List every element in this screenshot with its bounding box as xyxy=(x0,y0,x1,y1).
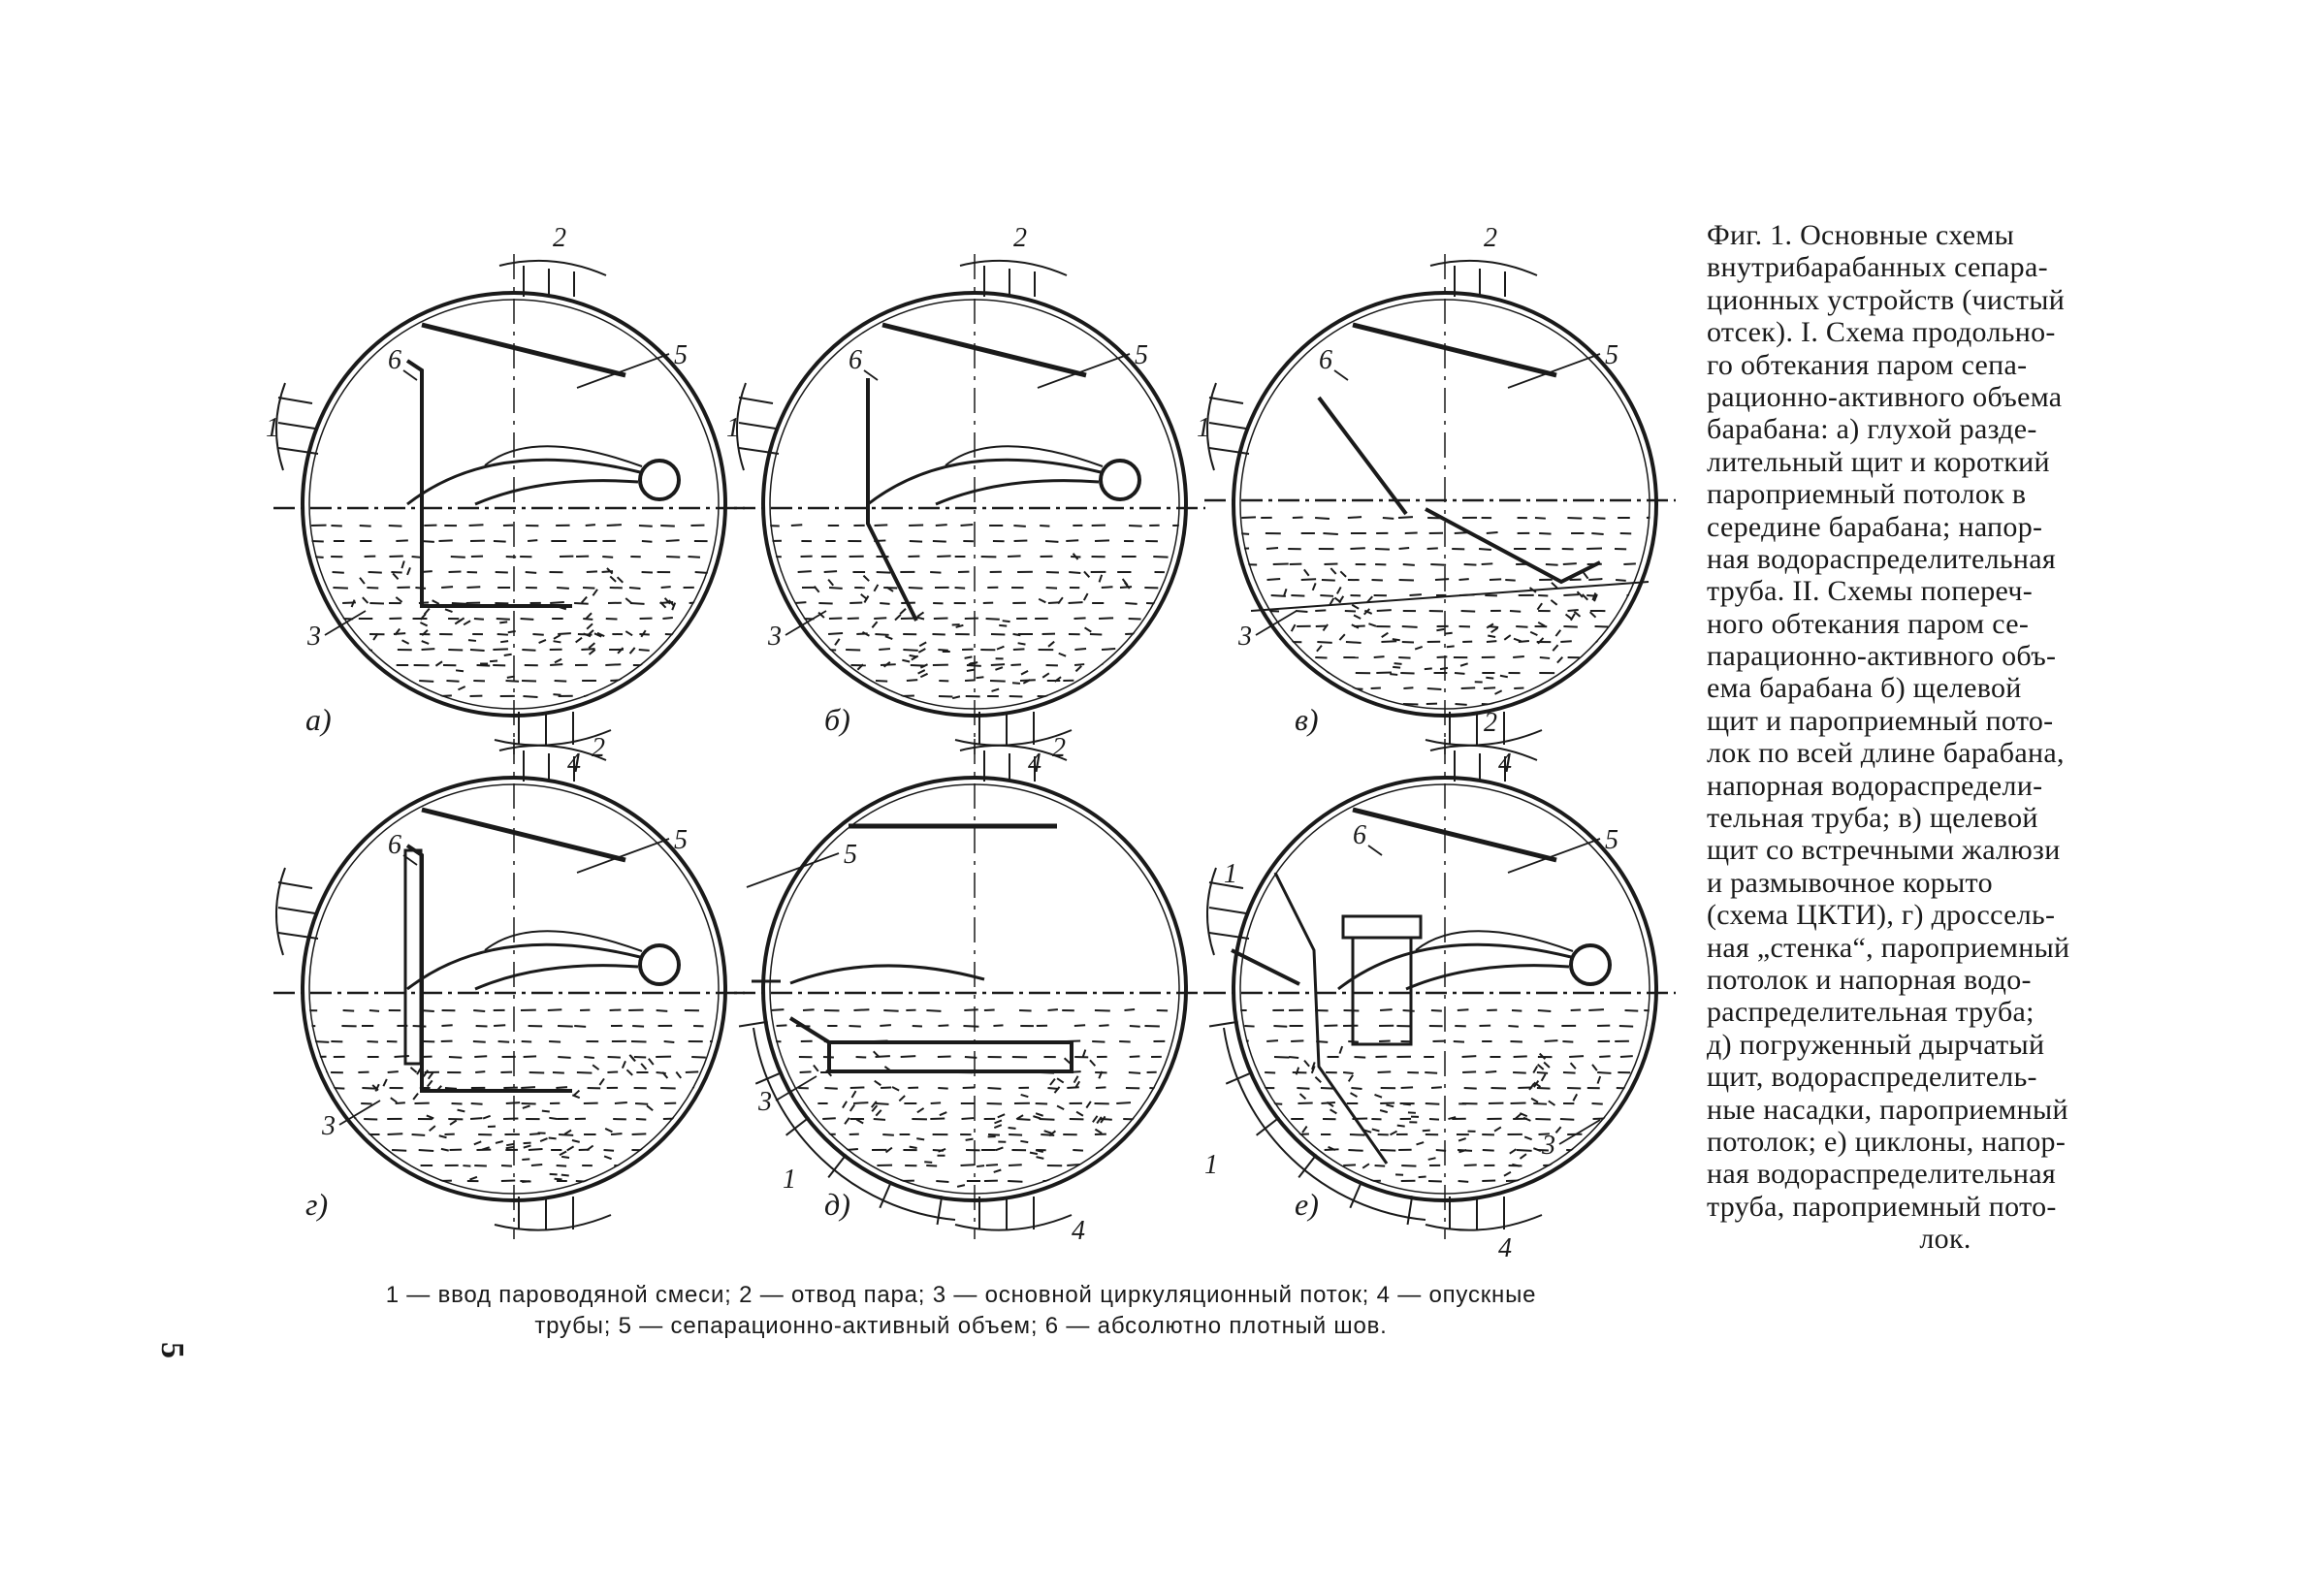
flow-arrow xyxy=(936,481,1099,504)
caption-line: лок по всей длине барабана, xyxy=(1707,737,2065,770)
caption-line: труба, пароприемный пото- xyxy=(1707,1190,2057,1223)
leader-line xyxy=(1038,354,1130,388)
callout-3: 3 xyxy=(768,622,782,652)
flow-arrow xyxy=(475,481,638,504)
throttle-wall xyxy=(405,850,421,1064)
drum-panel-e xyxy=(1204,708,1676,1263)
water-hatching xyxy=(763,1009,1198,1197)
callout-2: 2 xyxy=(1052,733,1066,763)
water-hatching xyxy=(765,525,1195,713)
caption-line: ного обтекания паром се- xyxy=(1707,607,2030,640)
steam-ceiling xyxy=(1353,325,1556,375)
water-hatching xyxy=(304,525,737,713)
drum-panel-a xyxy=(266,223,745,779)
callout-4: 4 xyxy=(1498,1233,1512,1263)
callout-6: 6 xyxy=(849,345,862,375)
callout-5: 5 xyxy=(1605,825,1618,855)
caption-line: щит, водораспределитель- xyxy=(1707,1061,2037,1094)
callout-6: 6 xyxy=(388,345,401,375)
distribution-pipe xyxy=(640,461,679,499)
inlet-duct xyxy=(790,1018,829,1042)
leader-line xyxy=(1508,839,1600,873)
callout-5: 5 xyxy=(674,340,688,370)
caption-line: ные насадки, пароприемный xyxy=(1707,1093,2068,1126)
callout-6: 6 xyxy=(388,830,401,860)
panel-label: б) xyxy=(824,702,850,737)
caption-line: лительный щит и короткий xyxy=(1707,445,2050,478)
caption-line: щит и пароприемный пото- xyxy=(1707,704,2054,737)
caption-line: напорная водораспредели- xyxy=(1707,769,2043,802)
water-hatching xyxy=(304,1009,736,1197)
distribution-pipe xyxy=(640,945,679,984)
caption-line: ема барабана б) щелевой xyxy=(1707,672,2022,705)
caption-line: рационно-активного объема xyxy=(1707,380,2063,413)
caption-line: лок. xyxy=(1919,1223,1971,1256)
callout-1: 1 xyxy=(1197,413,1210,443)
callout-5: 5 xyxy=(844,840,857,870)
slotted-shield xyxy=(1319,398,1406,514)
legend-line-1: 1 — ввод пароводяной смеси; 2 — отвод пара; 3 — основной циркуляционный поток; 4 — опускные xyxy=(385,1282,1537,1308)
caption-line: пароприемный потолок в xyxy=(1707,478,2027,511)
callout-1: 1 xyxy=(726,413,740,443)
callout-6: 6 xyxy=(1353,820,1366,850)
caption-line: парационно-активного объ- xyxy=(1707,640,2057,673)
flow-arrow xyxy=(1406,966,1569,989)
callout-4: 4 xyxy=(1072,1216,1085,1246)
flow-arrow xyxy=(475,966,638,989)
callout-1b: 1 xyxy=(1204,1150,1218,1180)
distribution-pipe xyxy=(1571,945,1610,984)
drum-panel-b xyxy=(726,223,1205,779)
caption-line: го обтекания паром сепа- xyxy=(1707,348,2028,381)
panel-label: д) xyxy=(824,1187,850,1222)
caption-line: отсек). I. Схема продольно- xyxy=(1707,316,2056,349)
callout-4: 4 xyxy=(1498,749,1512,779)
callout-3: 3 xyxy=(758,1087,772,1117)
figure-caption xyxy=(1707,219,2184,1256)
panel-label: е) xyxy=(1295,1187,1319,1222)
caption-line: ционных устройств (чистый xyxy=(1707,283,2066,316)
caption-line: Фиг. 1. Основные схемы xyxy=(1707,219,2015,251)
callout-1: 1 xyxy=(1224,859,1237,889)
steam-ceiling xyxy=(882,325,1086,375)
caption-line: ная „стенка“, пароприемный xyxy=(1707,931,2070,964)
riser-pipes xyxy=(276,868,318,955)
panel-label: а) xyxy=(305,702,332,737)
page-number: 5 xyxy=(154,1342,190,1358)
riser-pipes xyxy=(1207,383,1249,470)
steam-ceiling xyxy=(422,810,625,860)
callout-5: 5 xyxy=(1605,340,1618,370)
caption-line: щит со встречными жалюзи xyxy=(1707,834,2061,867)
figure-legend xyxy=(239,1280,1683,1342)
leader-line xyxy=(1368,846,1382,855)
callout-4: 4 xyxy=(1028,749,1041,779)
legend-line-2: трубы; 5 — сепарационно-активный объем; 6 — абсолютно плотный шов. xyxy=(534,1313,1388,1339)
drum-panel-g xyxy=(273,733,745,1239)
callout-1: 1 xyxy=(266,413,279,443)
caption-line: труба. II. Схемы попереч- xyxy=(1707,575,2034,608)
caption-line: середине барабана; напор- xyxy=(1707,510,2043,543)
leader-line xyxy=(403,370,417,380)
steam-ceiling xyxy=(1353,810,1556,860)
callout-3: 3 xyxy=(322,1111,336,1141)
panel-label: в) xyxy=(1295,702,1319,737)
riser-pipes xyxy=(276,383,318,470)
leader-line xyxy=(577,354,669,388)
callout-4: 4 xyxy=(567,749,581,779)
callout-2: 2 xyxy=(592,733,605,763)
caption-line: потолок и напорная водо- xyxy=(1707,963,2032,996)
callout-2: 2 xyxy=(1484,708,1497,738)
caption-line: ная водораспределительная xyxy=(1707,542,2056,575)
drum-panel-v xyxy=(1197,223,1676,779)
steam-ceiling xyxy=(422,325,625,375)
drum-panel-d xyxy=(734,733,1205,1246)
distribution-nozzle xyxy=(752,966,984,983)
caption-line: и размывочное корыто xyxy=(1707,866,1993,899)
callout-2: 2 xyxy=(553,223,566,253)
callout-1: 1 xyxy=(783,1165,796,1195)
caption-line: потолок; е) циклоны, напор- xyxy=(1707,1125,2067,1158)
panel-label: г) xyxy=(305,1187,329,1222)
callout-3: 3 xyxy=(1542,1131,1555,1161)
caption-line: внутрибарабанных сепара- xyxy=(1707,251,2048,284)
callout-2: 2 xyxy=(1013,223,1027,253)
caption-line: распределительная труба; xyxy=(1707,996,2035,1029)
callout-6: 6 xyxy=(1319,345,1332,375)
flushing-trough xyxy=(1426,509,1600,582)
leader-line xyxy=(1508,354,1600,388)
cyclone-cap xyxy=(1343,916,1421,938)
water-hatching xyxy=(1234,1009,1667,1197)
distribution-pipe xyxy=(1101,461,1139,499)
water-hatching xyxy=(1234,517,1666,705)
callout-5: 5 xyxy=(1135,340,1148,370)
caption-line: ная водораспределительная xyxy=(1707,1158,2056,1191)
callout-3: 3 xyxy=(307,622,321,652)
caption-line: (схема ЦКТИ), г) дроссель- xyxy=(1707,899,2056,932)
callout-3: 3 xyxy=(1238,622,1252,652)
leader-line xyxy=(1334,370,1348,380)
caption-line: тельная труба; в) щелевой xyxy=(1707,802,2038,835)
caption-line: барабана: а) глухой разде- xyxy=(1707,413,2037,446)
caption-line: д) погруженный дырчатый xyxy=(1707,1028,2045,1061)
riser-pipes xyxy=(737,383,779,470)
cyclone-body xyxy=(1353,938,1411,1044)
callout-2: 2 xyxy=(1484,223,1497,253)
callout-5: 5 xyxy=(674,825,688,855)
leader-line xyxy=(577,839,669,873)
